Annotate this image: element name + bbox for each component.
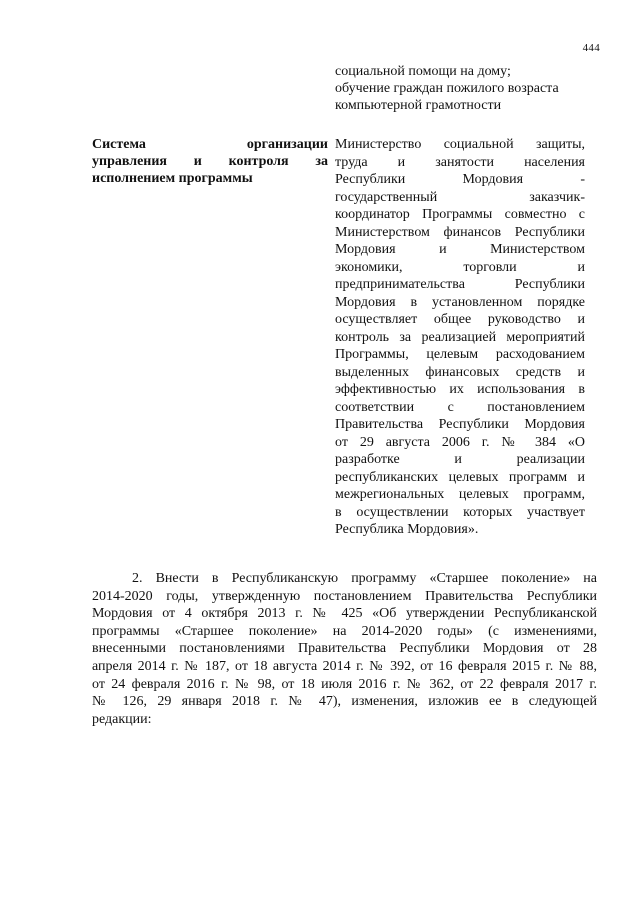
text-line: Республики Мордовия - (335, 172, 585, 187)
text-line: от 24 февраля 2016 г. № 98, от 18 июля 2016 г. № 362, от 22 февраля 2017 г. (92, 676, 597, 692)
text-line: исполнением программы (92, 171, 253, 186)
text-line: Мордовия в установленном порядке (335, 294, 585, 310)
text-line: соответствии с постановлением (335, 399, 585, 415)
text-line: государственный заказчик- (335, 189, 585, 205)
text-line: социальной помощи на дому; (335, 64, 511, 79)
text-line: контроль за реализацией мероприятий (335, 329, 585, 345)
text-line: выделенных финансовых средств и (335, 364, 585, 380)
table-row-value (335, 136, 585, 539)
text-line: межрегиональных целевых программ, (335, 487, 585, 502)
text-line: координатор Программы совместно с (335, 207, 585, 222)
text-line: внесенными постановлениями Правительства Республики Мордовия от 28 (92, 641, 597, 657)
text-line: Мордовия и Министерством (335, 242, 585, 257)
text-line: Правительства Республики Мордовия (335, 417, 585, 432)
text-line: компьютерной грамотности (335, 98, 502, 113)
text-line: республиканских целевых программ и (335, 469, 585, 485)
text-line: редакции: (92, 711, 152, 727)
text-line: осуществляет общее руководство и (335, 312, 585, 327)
text-line: программы «Старшее поколение» на 2014-2020 годы» (с изменениями, (92, 623, 597, 639)
text-line: апреля 2014 г. № 187, от 18 августа 2014 г. № 392, от 16 февраля 2015 г. № 88, (92, 658, 597, 674)
text-line: экономики, торговли и (335, 259, 585, 275)
table-continuation-cell (335, 63, 585, 114)
text-line: Республика Мордовия». (335, 522, 479, 537)
text-line: Программы, целевым расходованием (335, 347, 585, 362)
table-row-label (92, 136, 328, 187)
text-line: № 126, 29 января 2018 г. № 47), изменения, изложив ее в следующей (92, 694, 597, 710)
text-line: разработке и реализации (335, 452, 585, 467)
text-line: управления и контроля за (92, 154, 328, 169)
text-line: Министерство социальной защиты, (335, 137, 585, 152)
amendment-paragraph (92, 570, 597, 728)
text-line: Министерством финансов Республики (335, 224, 585, 240)
text-line: Мордовия от 4 октября 2013 г. № 425 «Об утверждении Республиканской (92, 606, 597, 622)
text-line: предпринимательства Республики (335, 277, 585, 292)
page-number: 444 (582, 42, 600, 54)
text-line: 2. Внести в Республиканскую программу «Старшее поколение» на (132, 571, 597, 586)
text-line: Система организации (92, 137, 328, 152)
text-line: труда и занятости населения (335, 154, 585, 170)
text-line: в осуществлении которых участвует (335, 504, 585, 520)
text-line: от 29 августа 2006 г. № 384 «О (335, 434, 585, 450)
text-line: обучение граждан пожилого возраста (335, 81, 559, 96)
text-line: эффективностью их использования в (335, 382, 585, 397)
text-line: 2014-2020 годы, утвержденную постановлением Правительства Республики (92, 588, 597, 604)
